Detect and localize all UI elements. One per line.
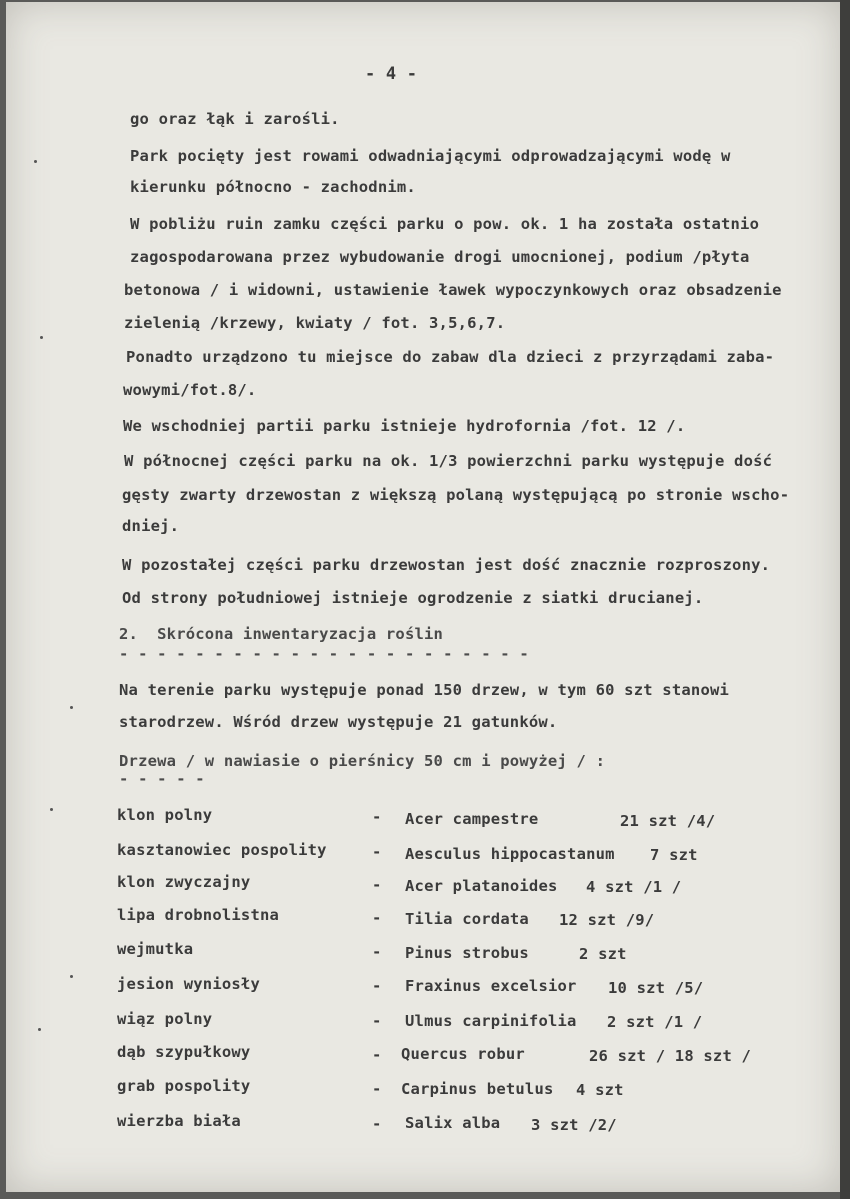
body-line: go oraz łąk i zarośli. (130, 110, 340, 128)
tree-common-name: wierzba biała (117, 1112, 241, 1130)
tree-latin-name: Tilia cordata (405, 910, 529, 928)
trees-heading: Drzewa / w nawiasie o pierśnicy 50 cm i powyżej / : (119, 752, 606, 770)
tree-dash: - (372, 977, 382, 995)
tree-common-name: kasztanowiec pospolity (117, 841, 327, 859)
tree-dash: - (372, 1012, 382, 1030)
body-line: zagospodarowana przez wybudowanie drogi umocnionej, podium /płyta (130, 248, 750, 266)
body-line: W pozostałej części parku drzewostan jest dość znacznie rozproszony. (122, 556, 771, 574)
tree-latin-name: Acer campestre (405, 810, 539, 828)
body-line: betonowa / i widowni, ustawienie ławek wypoczynkowych oraz obsadzenie (124, 281, 782, 299)
tree-count: 2 szt (579, 945, 627, 963)
body-line: We wschodniej partii parku istnieje hydrofornia /fot. 12 /. (123, 417, 686, 435)
summary-line: starodrzew. Wśród drzew występuje 21 gatunków. (119, 713, 558, 731)
tree-common-name: wiąz polny (117, 1010, 213, 1028)
body-line: zielenią /krzewy, kwiaty / fot. 3,5,6,7. (124, 314, 506, 332)
tree-dash: - (372, 1115, 382, 1133)
body-line: Ponadto urządzono tu miejsce do zabaw dla dzieci z przyrządami zaba- (126, 348, 775, 366)
section-heading-underline: - - - - - - - - - - - - - - - - - - - - - - (119, 645, 529, 663)
scan-speck (50, 808, 53, 811)
tree-dash: - (372, 1046, 382, 1064)
tree-latin-name: Salix alba (405, 1114, 501, 1132)
tree-latin-name: Pinus strobus (405, 944, 529, 962)
tree-dash: - (372, 843, 382, 861)
tree-count: 7 szt (650, 846, 698, 864)
tree-dash: - (372, 909, 382, 927)
tree-count: 4 szt (576, 1081, 624, 1099)
body-line: wowymi/fot.8/. (123, 381, 257, 399)
body-line: dniej. (122, 517, 180, 535)
body-line: W północnej części parku na ok. 1/3 powierzchni parku występuje dość (124, 452, 773, 470)
tree-count: 12 szt /9/ (559, 911, 655, 929)
tree-common-name: jesion wyniosły (117, 975, 260, 993)
tree-common-name: grab pospolity (117, 1077, 251, 1095)
tree-dash: - (372, 943, 382, 961)
body-line: gęsty zwarty drzewostan z większą polaną występującą po stronie wscho- (122, 486, 790, 504)
page-number: - 4 - (365, 64, 418, 84)
body-line: Od strony południowej istnieje ogrodzenie z siatki drucianej. (122, 589, 704, 607)
scan-speck (70, 975, 73, 978)
tree-dash: - (372, 808, 382, 826)
tree-count: 3 szt /2/ (531, 1116, 617, 1134)
scan-speck (40, 336, 43, 339)
tree-latin-name: Fraxinus excelsior (405, 977, 577, 995)
tree-count: 21 szt /4/ (620, 812, 716, 830)
tree-latin-name: Aesculus hippocastanum (405, 845, 615, 863)
tree-common-name: klon polny (117, 806, 213, 824)
tree-dash: - (372, 876, 382, 894)
tree-latin-name: Quercus robur (401, 1045, 525, 1063)
tree-common-name: klon zwyczajny (117, 873, 251, 891)
tree-count: 2 szt /1 / (607, 1013, 703, 1031)
tree-common-name: wejmutka (117, 940, 194, 958)
tree-count: 26 szt / 18 szt / (589, 1047, 752, 1065)
tree-latin-name: Ulmus carpinifolia (405, 1012, 577, 1030)
body-line: Park pocięty jest rowami odwadniającymi odprowadzającymi wodę w (130, 147, 731, 165)
scanner-edge (840, 0, 850, 1199)
tree-common-name: lipa drobnolistna (117, 906, 280, 924)
summary-line: Na terenie parku występuje ponad 150 drzew, w tym 60 szt stanowi (119, 681, 730, 699)
body-line: W pobliżu ruin zamku części parku o pow. ok. 1 ha została ostatnio (130, 215, 760, 233)
tree-count: 4 szt /1 / (586, 878, 682, 896)
body-line: kierunku północno - zachodnim. (130, 178, 416, 196)
scan-speck (38, 1028, 41, 1031)
tree-dash: - (372, 1080, 382, 1098)
tree-count: 10 szt /5/ (608, 979, 704, 997)
tree-common-name: dąb szypułkowy (117, 1043, 251, 1061)
scan-speck (70, 706, 73, 709)
tree-latin-name: Carpinus betulus (401, 1080, 554, 1098)
section-heading: 2. Skrócona inwentaryzacja roślin (119, 625, 444, 643)
tree-latin-name: Acer platanoides (405, 877, 558, 895)
trees-heading-underline: - - - - - (119, 770, 205, 788)
scan-speck (34, 160, 37, 163)
